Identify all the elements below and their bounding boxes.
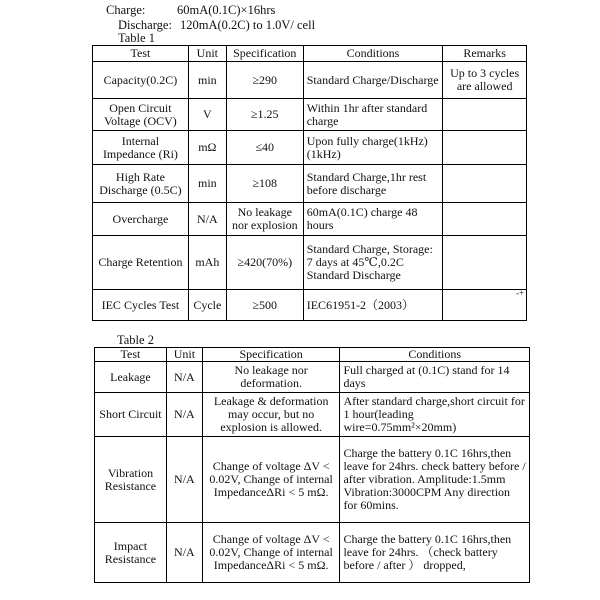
conditions-cell: Standard Charge, Storage: 7 days at 45℃,0.2C Standard Discharge [303, 236, 443, 290]
test-cell: Internal Impedance (Ri) [93, 131, 189, 165]
table2-caption: Table 2 [117, 333, 154, 347]
conditions-cell: Charge the battery 0.1C 16hrs,then leave for 24hrs. （check battery before / after ） dropped, [340, 523, 530, 583]
test-cell: Vibration Resistance [95, 437, 167, 523]
unit-cell: N/A [188, 203, 226, 236]
table-row [95, 437, 530, 523]
charge-value: 60mA(0.1C)×16hrs [177, 3, 276, 17]
unit-cell: mAh [188, 236, 226, 290]
conditions-cell: Within 1hr after standard charge [303, 99, 443, 131]
table-row [93, 290, 527, 321]
test-cell: High Rate Discharge (0.5C) [93, 165, 189, 203]
spec-cell: No leakage nor explosion [226, 203, 303, 236]
table-row [93, 131, 527, 165]
table-row [93, 203, 527, 236]
spec-cell: ≤40 [226, 131, 303, 165]
remarks-cell [443, 165, 527, 203]
conditions-cell: 60mA(0.1C) charge 48 hours [303, 203, 443, 236]
conditions-cell: Standard Charge/Discharge [303, 62, 443, 99]
table-1 [92, 45, 527, 321]
conditions-cell: After standard charge,short circuit for 1 hour(leading wire=0.75mm²×20mm) [340, 393, 530, 437]
unit-cell: V [188, 99, 226, 131]
unit-cell: mΩ [188, 131, 226, 165]
charge-label: Charge: [106, 3, 146, 17]
spec-cell: Change of voltage ΔV < 0.02V, Change of internal ImpedanceΔRi < 5 mΩ. [202, 437, 340, 523]
column-header: Unit [166, 348, 202, 362]
unit-cell: Cycle [188, 290, 226, 321]
spec-cell: ≥500 [226, 290, 303, 321]
remarks-cell [443, 290, 527, 321]
test-cell: Impact Resistance [95, 523, 167, 583]
remarks-cell [443, 99, 527, 131]
remarks-cell [443, 203, 527, 236]
discharge-label: Discharge: [118, 18, 172, 32]
spec-cell: ≥108 [226, 165, 303, 203]
unit-cell: min [188, 62, 226, 99]
spec-cell: Leakage & deformation may occur, but no explosion is allowed. [202, 393, 340, 437]
unit-cell: N/A [166, 437, 202, 523]
conditions-cell: IEC61951-2（2003） [303, 290, 443, 321]
spec-cell: No leakage nor deformation. [202, 362, 340, 393]
column-header: Unit [188, 46, 226, 62]
table-row [93, 236, 527, 290]
column-header: Specification [226, 46, 303, 62]
table-row [95, 523, 530, 583]
unit-cell: N/A [166, 362, 202, 393]
spec-cell: ≥1.25 [226, 99, 303, 131]
table-row [93, 62, 527, 99]
conditions-cell: Upon fully charge(1kHz) (1kHz) [303, 131, 443, 165]
spec-cell: Change of voltage ΔV < 0.02V, Change of internal ImpedanceΔRi < 5 mΩ. [202, 523, 340, 583]
remarks-cell [443, 236, 527, 290]
column-header: Specification [202, 348, 340, 362]
column-header: Conditions [303, 46, 443, 62]
test-cell: Open Circuit Voltage (OCV) [93, 99, 189, 131]
discharge-value: 120mA(0.2C) to 1.0V/ cell [180, 18, 316, 32]
conditions-cell: Full charged at (0.1C) stand for 14 days [340, 362, 530, 393]
test-cell: Charge Retention [93, 236, 189, 290]
table-row [95, 393, 530, 437]
table-row [95, 362, 530, 393]
spec-cell: ≥290 [226, 62, 303, 99]
column-header: Conditions [340, 348, 530, 362]
unit-cell: N/A [166, 393, 202, 437]
table-2 [94, 347, 530, 583]
conditions-cell: Charge the battery 0.1C 16hrs,then leave for 24hrs. check battery before / after vibration. Amplitude:1.5mm Vibration:3000CPM Any direction for 60mins. [340, 437, 530, 523]
test-cell: IEC Cycles Test [93, 290, 189, 321]
unit-cell: N/A [166, 523, 202, 583]
test-cell: Overcharge [93, 203, 189, 236]
column-header: Test [93, 46, 189, 62]
unit-cell: min [188, 165, 226, 203]
table1-caption: Table 1 [118, 31, 155, 45]
remarks-cell: Up to 3 cycles are allowed [443, 62, 527, 99]
table-header-row [95, 348, 530, 362]
column-header: Test [95, 348, 167, 362]
remarks-cell [443, 131, 527, 165]
table-row [93, 99, 527, 131]
column-header: Remarks [443, 46, 527, 62]
margin-mark: -+ [516, 288, 525, 298]
spec-cell: ≥420(70%) [226, 236, 303, 290]
test-cell: Leakage [95, 362, 167, 393]
table-row [93, 165, 527, 203]
table-header-row [93, 46, 527, 62]
test-cell: Short Circuit [95, 393, 167, 437]
conditions-cell: Standard Charge,1hr rest before discharge [303, 165, 443, 203]
test-cell: Capacity(0.2C) [93, 62, 189, 99]
